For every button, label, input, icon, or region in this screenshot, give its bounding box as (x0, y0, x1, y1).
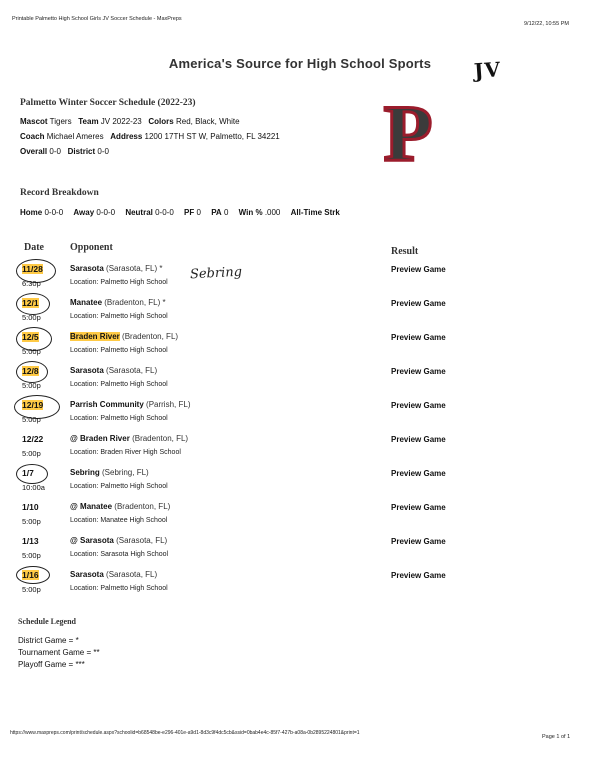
banner-tagline: America's Source for High School Sports (168, 56, 432, 71)
game-date: 1/16 (22, 570, 39, 580)
opponent-city: (Parrish, FL) (146, 400, 191, 409)
game-location: Location: Manatee High School (70, 517, 168, 524)
page-number: Page 1 of 1 (542, 734, 571, 740)
column-header-date: Date (24, 242, 44, 253)
game-location: Location: Palmetto High School (70, 279, 168, 286)
game-location: Location: Palmetto High School (70, 381, 168, 388)
preview-game-link[interactable]: Preview Game (391, 571, 446, 580)
column-header-opponent: Opponent (70, 242, 113, 253)
neutral-label: Neutral (125, 208, 153, 217)
opponent-name[interactable]: @ Braden River (70, 434, 130, 443)
game-row (0, 264, 600, 298)
school-logo (380, 98, 436, 166)
preview-game-link[interactable]: Preview Game (391, 401, 446, 410)
game-time: 5:00p (22, 415, 41, 424)
game-time: 5:00p (22, 585, 41, 594)
preview-game-link[interactable]: Preview Game (391, 367, 446, 376)
preview-game-link[interactable]: Preview Game (391, 503, 446, 512)
preview-game-link[interactable]: Preview Game (391, 299, 446, 308)
opponent-city: (Bradenton, FL) * (104, 298, 166, 307)
colors-label: Colors (148, 117, 174, 126)
preview-game-link[interactable]: Preview Game (391, 333, 446, 342)
address-label: Address (110, 132, 143, 141)
opponent-city: (Bradenton, FL) (114, 502, 171, 511)
legend-district: District Game = * (18, 636, 79, 645)
team-info-line-2 (20, 132, 280, 141)
game-row (0, 570, 600, 604)
opponent-city: (Sebring, FL) (102, 468, 149, 477)
team-info-line-1 (20, 117, 240, 126)
overall-value: 0-0 (49, 147, 61, 156)
district-label: District (67, 147, 96, 156)
away-label: Away (73, 208, 95, 217)
game-time: 5:00p (22, 347, 41, 356)
game-row (0, 298, 600, 332)
game-date: 12/1 (22, 298, 39, 308)
game-opponent (70, 502, 170, 511)
all-time-streak-label: All-Time Strk (290, 208, 340, 217)
pf-label: PF (184, 208, 195, 217)
game-location: Location: Braden River High School (70, 449, 181, 456)
game-date: 11/28 (22, 264, 43, 274)
game-opponent (70, 400, 190, 409)
game-opponent (70, 298, 166, 307)
opponent-name[interactable]: Braden River (70, 332, 120, 341)
opponent-name[interactable]: Sebring (70, 468, 100, 477)
game-time: 5:00p (22, 449, 41, 458)
district-value: 0-0 (97, 147, 109, 156)
game-row (0, 434, 600, 468)
game-opponent (70, 536, 167, 545)
game-location: Location: Palmetto High School (70, 415, 168, 422)
opponent-name[interactable]: Parrish Community (70, 400, 144, 409)
preview-game-link[interactable]: Preview Game (391, 435, 446, 444)
opponent-city: (Sarasota, FL) (106, 366, 158, 375)
address-value: 1200 17TH ST W, Palmetto, FL 34221 (144, 132, 280, 141)
handwritten-jv: JV (473, 57, 502, 83)
logo-letter: P (383, 98, 433, 166)
opponent-city: (Bradenton, FL) (132, 434, 189, 443)
preview-game-link[interactable]: Preview Game (391, 537, 446, 546)
legend-tournament: Tournament Game = ** (18, 648, 100, 657)
game-opponent (70, 366, 157, 375)
print-timestamp: 9/12/22, 10:55 PM (524, 21, 569, 27)
game-opponent (70, 434, 188, 443)
game-date: 12/8 (22, 366, 39, 376)
away-value: 0-0-0 (96, 208, 116, 217)
home-label: Home (20, 208, 43, 217)
game-time: 5:00p (22, 381, 41, 390)
game-location: Location: Sarasota High School (70, 551, 169, 558)
opponent-name[interactable]: Manatee (70, 298, 103, 307)
game-time: 6:30p (22, 279, 41, 288)
opponent-name[interactable]: @ Manatee (70, 502, 113, 511)
opponent-city: (Sarasota, FL) * (106, 264, 163, 273)
footer-url[interactable]: https://www.maxpreps.com/print/schedule.aspx?schoolid=b68548be-e296-401e-a9d1-8d3c9f4dc5cb&ssid=0bab4e4c-85f7-427b-a08a-0b2895224801&print=1 (10, 730, 360, 736)
neutral-value: 0-0-0 (155, 208, 174, 217)
opponent-name[interactable]: Sarasota (70, 366, 104, 375)
record-breakdown-title: Record Breakdown (20, 188, 99, 198)
pf-value: 0 (196, 208, 201, 217)
game-date: 12/5 (22, 332, 39, 342)
pa-label: PA (211, 208, 222, 217)
game-date: 1/13 (22, 536, 39, 546)
game-time: 10:00a (22, 483, 45, 492)
game-time: 5:00p (22, 313, 41, 322)
opponent-name[interactable]: Sarasota (70, 264, 104, 273)
schedule-legend-title: Schedule Legend (18, 617, 77, 626)
opponent-city: (Sarasota, FL) (106, 570, 158, 579)
game-opponent (70, 332, 178, 341)
game-time: 5:00p (22, 517, 41, 526)
colors-value: Red, Black, White (175, 117, 240, 126)
game-opponent (70, 468, 149, 477)
game-time: 5:00p (22, 551, 41, 560)
game-row (0, 400, 600, 434)
game-location: Location: Palmetto High School (70, 347, 168, 354)
pa-value: 0 (223, 208, 229, 217)
mascot-label: Mascot (20, 117, 48, 126)
legend-playoff: Playoff Game = *** (18, 660, 85, 669)
game-date: 12/22 (22, 434, 44, 444)
schedule-title: Palmetto Winter Soccer Schedule (2022-23) (20, 98, 196, 108)
game-row (0, 468, 600, 502)
game-location: Location: Palmetto High School (70, 483, 168, 490)
preview-game-link[interactable]: Preview Game (391, 265, 446, 274)
team-label: Team (78, 117, 99, 126)
opponent-city: (Sarasota, FL) (116, 536, 168, 545)
game-row (0, 332, 600, 366)
game-date: 1/10 (22, 502, 39, 512)
opponent-name[interactable]: Sarasota (70, 570, 104, 579)
opponent-city: (Bradenton, FL) (122, 332, 179, 341)
team-info-line-3 (20, 147, 109, 156)
game-opponent (70, 264, 163, 273)
game-date: 1/7 (22, 468, 34, 478)
win-pct-label: Win % (238, 208, 263, 217)
record-breakdown-line (20, 208, 340, 217)
game-row (0, 536, 600, 570)
coach-value: Michael Ameres (46, 132, 104, 141)
overall-label: Overall (20, 147, 48, 156)
column-header-result: Result (391, 246, 419, 257)
handwritten-note: Sebring (189, 264, 243, 283)
game-row (0, 502, 600, 536)
coach-label: Coach (20, 132, 45, 141)
game-location: Location: Palmetto High School (70, 585, 168, 592)
game-opponent (70, 570, 157, 579)
document-title: Printable Palmetto High School Girls JV Soccer Schedule - MaxPreps (12, 16, 182, 22)
game-row (0, 366, 600, 400)
team-value: JV 2022-23 (100, 117, 142, 126)
mascot-value: Tigers (49, 117, 72, 126)
preview-game-link[interactable]: Preview Game (391, 469, 446, 478)
opponent-name[interactable]: @ Sarasota (70, 536, 114, 545)
win-pct-value: .000 (264, 208, 281, 217)
game-location: Location: Palmetto High School (70, 313, 168, 320)
home-value: 0-0-0 (44, 208, 64, 217)
game-date: 12/19 (22, 400, 44, 410)
